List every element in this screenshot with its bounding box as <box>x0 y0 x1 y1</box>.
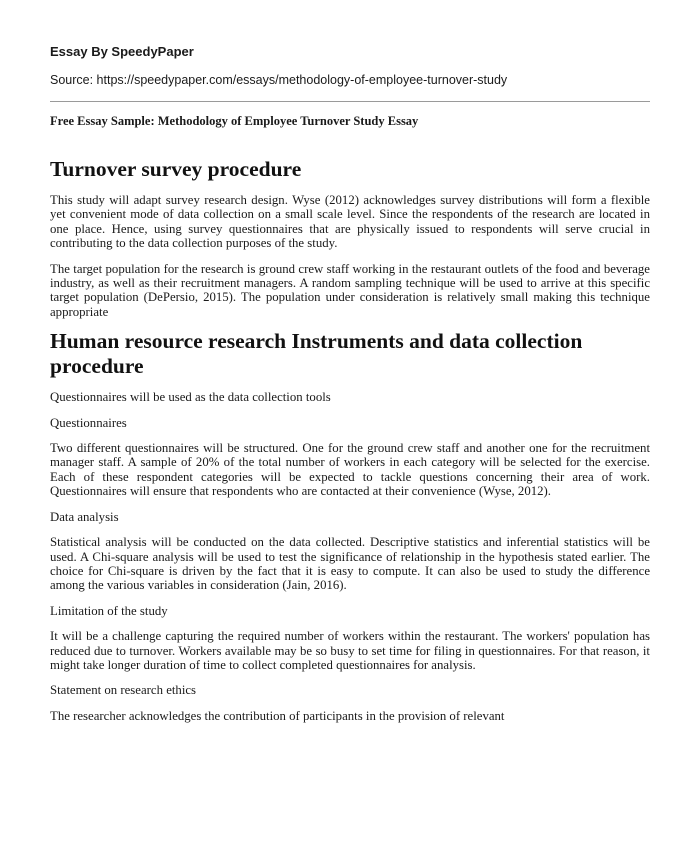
paragraph: The researcher acknowledges the contribution of participants in the provision of relevant <box>50 708 505 723</box>
subheading-limitation: Limitation of the study <box>50 603 168 618</box>
header-divider <box>50 101 650 102</box>
paragraph: The target population for the research is ground crew staff working in the restaurant outlets of the food and beverage industry, as well as their recruitment managers. A random sampling technique will be used to arrive at this specific target population (DePersio, 2015). The population under consideration is relatively small making this technique appropriate <box>50 261 650 319</box>
section-heading-instruments: Human resource research Instruments and data collection procedure <box>50 329 583 379</box>
subheading-data-analysis: Data analysis <box>50 509 119 524</box>
essay-sample-title: Free Essay Sample: Methodology of Employee Turnover Study Essay <box>50 114 419 128</box>
subheading-research-ethics: Statement on research ethics <box>50 683 197 698</box>
paragraph: Questionnaires will be used as the data collection tools <box>50 390 331 405</box>
paragraph: Two different questionnaires will be structured. One for the ground crew staff and another one for the recruitment manager staff. A sample of 20% of the total number of workers in each category will be selected for the exercise. Each of these respondent categories will be expected to tackle questions concerning their area of work. Questionnaires will ensure that respondents who are contacted at their convenience (Wyse, 2012). <box>50 441 650 499</box>
section-heading-turnover: Turnover survey procedure <box>50 157 302 181</box>
essay-author-title: Essay By SpeedyPaper <box>50 44 194 59</box>
paragraph: This study will adapt survey research design. Wyse (2012) acknowledges survey distributions will form a flexible yet convenient mode of data collection on a small scale level. Since the respondents of the research are located in one place. Hence, using survey questionnaires that are physically issued to respondents will serve crucial in contributing to the data collection purposes of the study. <box>50 193 650 251</box>
paragraph: It will be a challenge capturing the required number of workers within the restaurant. The workers' population has reduced due to turnover. Workers available may be so busy to set time for filing in questionnaires. For that reason, it might take longer duration of time to collect completed questionnaires for analysis. <box>50 629 650 672</box>
paragraph: Statistical analysis will be conducted on the data collected. Descriptive statistics and inferential statistics will be used. A Chi-square analysis will be used to test the significance of relationship in the hypothesis stated earlier. The choice for Chi-square is driven by the fact that it is easy to compute. It can also be used to study the difference among the various variables in consideration (Jain, 2016). <box>50 535 650 593</box>
essay-source-line: Source: https://speedypaper.com/essays/methodology-of-employee-turnover-study <box>50 73 508 87</box>
subheading-questionnaires: Questionnaires <box>50 415 127 430</box>
essay-page <box>50 0 650 723</box>
